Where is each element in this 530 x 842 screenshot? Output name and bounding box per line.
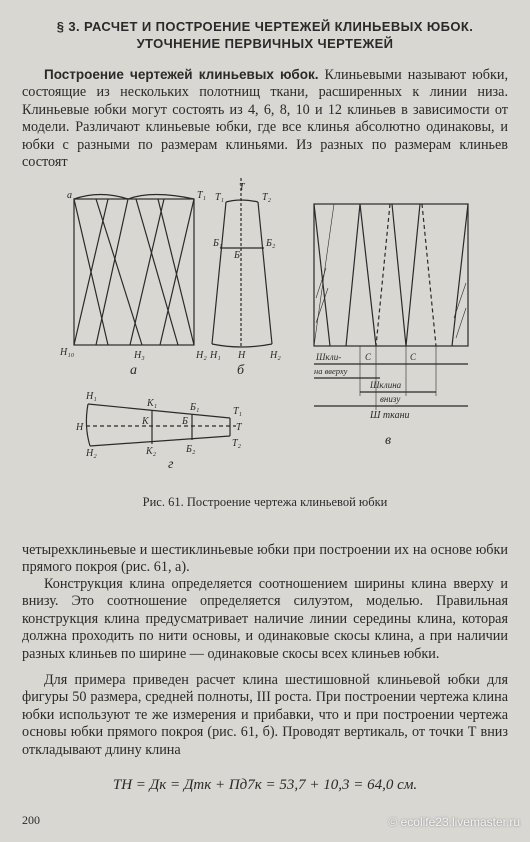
label-c-2: С: [410, 352, 417, 362]
body-p3-text: Для примера приведен расчет клина шестишовной клиньевой юбки для фигуры 50 размера, средней полноты, III роста. При построении чертежа клина юбки используют те же измерения и прибавки, что и при построении чертежа основы юбки прямого покроя (рис. 61, б). Проводят вертикаль, от точки Т вниз откладывают длину клина: [22, 672, 508, 758]
label-fig-a: а: [130, 363, 137, 378]
label-t2-g: Т₂: [232, 438, 242, 449]
label-t1-b: Т₁: [215, 192, 225, 203]
label-c-1: С: [365, 352, 372, 362]
body-paragraph-1: [22, 542, 508, 577]
body-p2-text: Конструкция клина определяется соотношением ширины клина вверху и внизу. Это соотношение определяется силуэтом, моделью. Правильная конструкция клина предусматривает наличие линии середины клина, которая должна проходить по нити основы, и одинаковые скосы клина, а при наличии разных клиньев по ширине — одинаковые скосы всех клиньев юбки.: [22, 576, 508, 662]
label-shtkani: Ш ткани: [370, 410, 410, 421]
label-t-g: Т: [236, 422, 242, 433]
label-fig-b: б: [237, 363, 245, 378]
figure-v-frame: [314, 204, 468, 346]
label-a-top: а: [67, 190, 72, 201]
watermark: © ecolife23.livemaster.ru: [388, 815, 520, 829]
label-k-g: К: [142, 416, 149, 427]
label-b-g: Б: [182, 416, 188, 427]
figure-a-drawing: [74, 195, 194, 346]
label-k1-g: К₁: [147, 398, 158, 409]
label-h-b: Н: [238, 350, 246, 361]
label-shkli-top: Шкли-: [316, 352, 342, 362]
label-h3: Н₃: [134, 350, 145, 361]
intro-lead: Построение чертежей клиньевых юбок.: [44, 67, 319, 82]
label-b2-g: Б₂: [186, 444, 196, 455]
label-shklina: Шклина: [370, 380, 402, 390]
section-heading: [40, 18, 490, 52]
formula: ТН = Дк = Дтк + Пд7к = 53,7 + 10,3 = 64,0 см.: [112, 777, 418, 793]
label-h-g: Н: [76, 422, 84, 433]
label-h2-g: Н₂: [86, 448, 97, 459]
body-paragraph-2: [22, 576, 508, 663]
label-na-verhu: на вверху: [314, 366, 348, 376]
label-t1-g: Т₁: [233, 406, 243, 417]
heading-line-2: УТОЧНЕНИЕ ПЕРВИЧНЫХ ЧЕРТЕЖЕЙ: [136, 36, 394, 51]
heading-line-1: § 3. РАСЧЕТ И ПОСТРОЕНИЕ ЧЕРТЕЖЕЙ КЛИНЬЕВЫХ ЮБОК.: [56, 19, 474, 34]
label-h1-g: Н₁: [86, 391, 97, 402]
label-h10: Н₁₀: [60, 347, 75, 358]
body-paragraph-3: [22, 672, 508, 759]
label-b2-b: Б₂: [266, 238, 276, 249]
label-vnizu: внизу: [380, 394, 401, 404]
label-t-b: Т: [239, 182, 245, 193]
label-b-b: Б: [234, 250, 240, 261]
label-h2-a: Н₂: [196, 350, 207, 361]
figure-g-drawing: [86, 404, 236, 446]
label-fig-g: г: [168, 457, 174, 472]
figure-b-drawing: [212, 178, 272, 348]
label-h1-b: Н₁: [210, 350, 221, 361]
label-fig-v: в: [385, 433, 392, 448]
label-t1-a: Т₁: [197, 190, 207, 201]
label-b1-b: Б₁: [213, 238, 223, 249]
label-t2-b: Т₂: [262, 192, 272, 203]
label-h2-b: Н₂: [270, 350, 281, 361]
page-number: 200: [22, 813, 40, 827]
skirt-drafting-figure: [40, 178, 500, 478]
intro-text: Клиньевыми называют юбки, состоящие из нескольких полотнищ ткани, расширенных к линии низа. Клиньевые юбки могут состоять из 4, 6, 8, 10 и 12 клиньев в зависимости от модели. Различают клиньевые юбки, где все клинья абсолютно одинаковы, и юбки с разными по размерам клиньями. Из разных по размерам клиньев состоят: [22, 67, 508, 171]
intro-paragraph: [22, 66, 508, 171]
label-b1-g: Б₁: [190, 402, 200, 413]
figure-caption: Рис. 61. Построение чертежа клиньевой юбки: [142, 495, 388, 509]
label-k2-g: К₂: [146, 446, 157, 457]
body-p1-text: четырехклиньевые и шестиклиньевые юбки при построении их на основе юбки прямого покроя (рис. 61, а).: [22, 542, 508, 576]
